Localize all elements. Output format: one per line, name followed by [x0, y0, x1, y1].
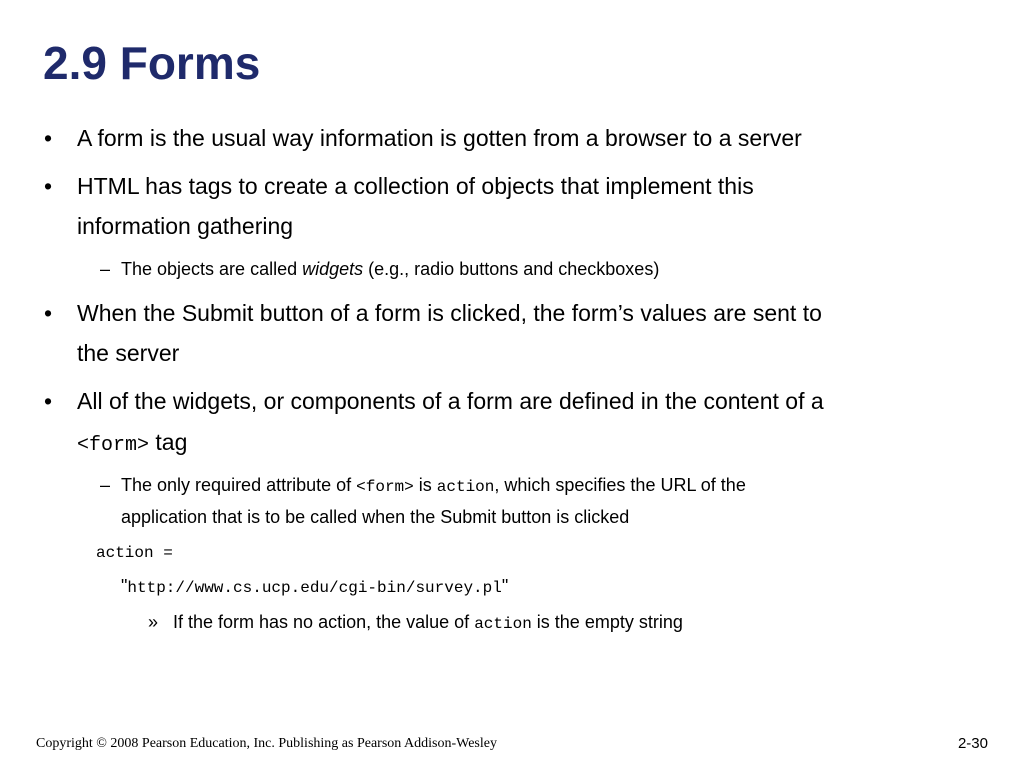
quote-open: ": [121, 576, 128, 596]
bullet-4-line-2: [77, 428, 187, 460]
action-attr-code: action: [436, 478, 495, 496]
bullet-3-line-2: the server: [77, 340, 180, 366]
raquo-marker: »: [148, 612, 159, 632]
text-segment: The only required attribute of: [121, 475, 357, 495]
bullet-marker: •: [44, 388, 53, 414]
bullet-2-line-2: information gathering: [77, 213, 294, 239]
sub-sub-bullet-empty-action: [173, 611, 683, 635]
text-segment: is: [413, 475, 437, 495]
slide-title: 2.9 Forms: [43, 37, 261, 89]
copyright-footer: Copyright © 2008 Pearson Education, Inc. Publishing as Pearson Addison-Wesley: [36, 736, 497, 751]
bullet-marker: •: [44, 300, 53, 326]
bullet-1-text: A form is the usual way information is gotten from a browser to a server: [77, 125, 802, 151]
page-number: 2-30: [957, 735, 988, 752]
text-segment: , which specifies the URL of the: [494, 475, 746, 495]
sub-bullet-widgets: [121, 258, 659, 280]
code-example-line-1: action =: [96, 544, 173, 562]
bullet-3-line-1: When the Submit button of a form is clicked, the form’s values are sent to: [77, 300, 822, 326]
code-example-line-2: [121, 575, 508, 599]
survey-url-code: http://www.cs.ucp.edu/cgi-bin/survey.pl: [127, 579, 502, 597]
quote-close: ": [501, 576, 509, 596]
bullet-marker: •: [44, 125, 53, 151]
sub-bullet-action-line-2: application that is to be called when the Submit button is clicked: [121, 507, 630, 527]
text-segment: If the form has no action, the value of: [173, 612, 475, 632]
bullet-4-line-1: All of the widgets, or components of a form are defined in the content of a: [77, 388, 824, 414]
bullet-marker: •: [44, 173, 53, 199]
dash-marker: –: [100, 259, 111, 279]
dash-marker: –: [100, 475, 111, 495]
form-tag-code: <form>: [356, 478, 414, 496]
bullet-2-line-1: HTML has tags to create a collection of objects that implement this: [77, 173, 754, 199]
action-attr-code: action: [474, 615, 532, 633]
sub-bullet-widgets-before: The objects are called: [121, 259, 303, 279]
form-tag-code: <form>: [77, 434, 150, 457]
text-segment: is the empty string: [531, 612, 683, 632]
sub-bullet-widgets-after: (e.g., radio buttons and checkboxes): [363, 259, 660, 279]
widgets-term: widgets: [302, 259, 364, 279]
bullet-4-line-2-after: tag: [149, 429, 188, 455]
sub-bullet-action-line-1: [121, 474, 746, 498]
